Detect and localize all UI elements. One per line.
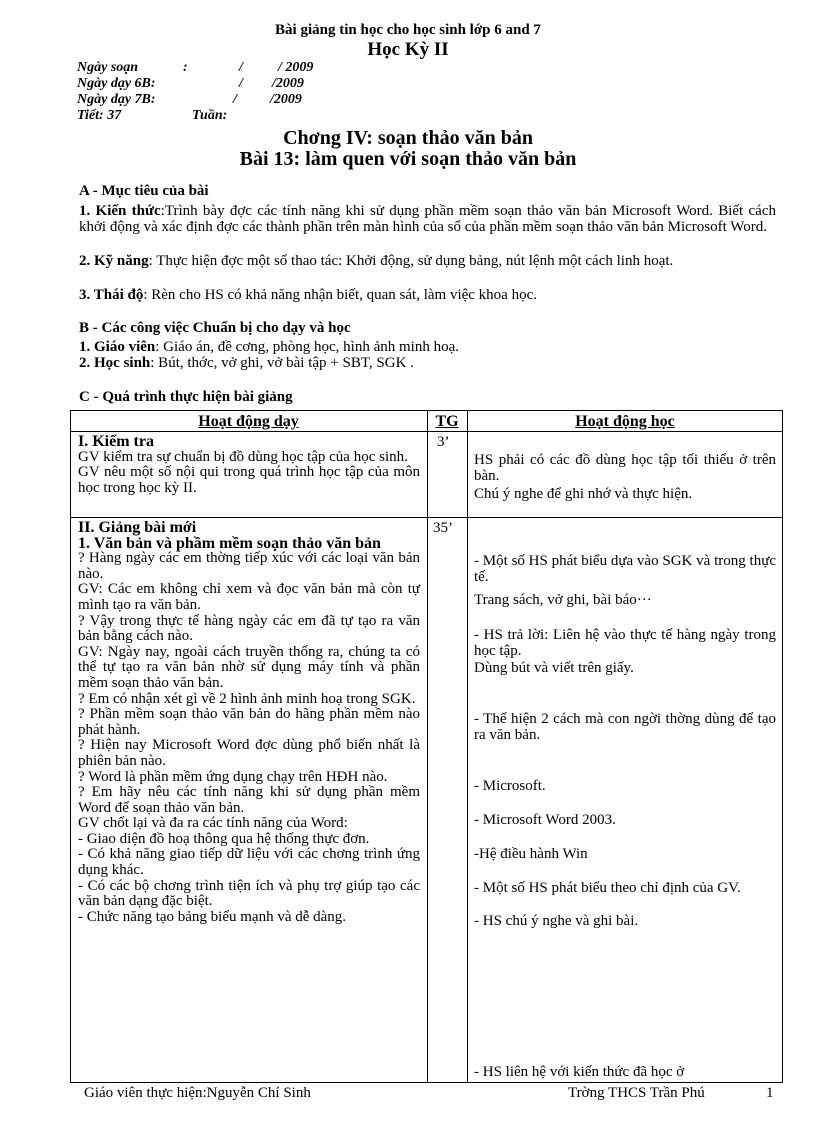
ngay-day-7b-year: /2009 xyxy=(270,92,302,107)
row2-student-line-5 xyxy=(474,712,776,743)
row2-student-line-3 xyxy=(474,628,776,659)
row1-student-line-2: Chú ý nghe để ghi nhớ và thực hiện. xyxy=(474,486,693,503)
lesson-title: Bài 13: làm quen với soạn thảo văn bản xyxy=(239,148,577,170)
student-line: -Hệ điều hành Win xyxy=(474,846,588,862)
skill-label: 2. Kỹ năng xyxy=(79,253,149,269)
student-prep-text: : Bút, thớc, vở ghi, vở bài tập + SBT, SGK . xyxy=(150,355,414,371)
student-prep-label: 2. Học sinh xyxy=(79,355,151,371)
teacher-line: ? Word là phần mềm ứng dụng chạy trên HĐH nào. xyxy=(78,768,388,785)
student-line: - Microsoft Word 2003. xyxy=(474,812,616,828)
table-col-divider-2 xyxy=(467,410,468,1083)
student-line: Dùng bút và viết trên giấy. xyxy=(474,660,634,676)
ngay-day-6b-label: Ngày dạy 6B: xyxy=(77,76,156,91)
section-c-heading: C - Quá trình thực hiện bài giảng xyxy=(79,389,293,405)
row1-heading: I. Kiểm tra xyxy=(78,433,154,450)
teacher-line: GV: Các em không chỉ xem và đọc văn bản mà còn tự mình tạo ra văn bản. xyxy=(78,581,420,613)
section-b-student xyxy=(79,355,776,371)
teacher-prep-label: 1. Giáo viên xyxy=(79,339,156,355)
col-header-time: TG xyxy=(435,413,459,430)
row1-teacher-cell xyxy=(78,434,420,496)
chapter-title: Chơng IV: soạn thảo văn bản xyxy=(283,127,533,149)
course-header: Bài giảng tin học cho học sinh lớp 6 and 7 xyxy=(275,22,541,38)
row1-time: 3’ xyxy=(437,434,450,450)
footer-teacher: Giáo viên thực hiện:Nguyễn Chí Sinh xyxy=(84,1085,311,1101)
row1-teacher-line-2: GV nêu một số nội qui trong quá trình học tập của môn học trong học kỳ II. xyxy=(78,464,420,496)
section-a-attitude xyxy=(79,287,776,303)
row1-student-line-1: HS phải có các đồ dùng học tập tối thiểu ở trên bàn. xyxy=(474,452,776,484)
ngay-day-7b-value: / xyxy=(233,92,237,107)
tiet-label: Tiết: 37 xyxy=(77,108,122,123)
student-line: - HS chú ý nghe và ghi bài. xyxy=(474,913,639,929)
student-line: - HS liên hệ với kiến thức đã học ở xyxy=(474,1064,685,1080)
student-line: - Thể hiện 2 cách mà con ngời thờng dùng để tạo ra văn bản. xyxy=(474,711,776,743)
ngay-soan-colon: : xyxy=(183,60,188,75)
ngay-day-6b-year: /2009 xyxy=(272,76,304,91)
student-line: - HS trả lời: Liên hệ vào thực tế hàng ngày trong học tập. xyxy=(474,627,776,659)
tuan-label: Tuần: xyxy=(192,108,228,123)
knowledge-label: 1. Kiến thức xyxy=(79,203,161,219)
row2-teacher-cell xyxy=(78,520,420,925)
row1-teacher-line-1: GV kiểm tra sự chuẩn bị đồ dùng học tập của học sinh. xyxy=(78,448,408,465)
footer-school: Trờng THCS Trần Phú xyxy=(568,1085,705,1101)
col-header-teacher: Hoạt động dạy xyxy=(198,413,299,430)
ngay-soan-value: / xyxy=(239,60,243,75)
ngay-soan-label: Ngày soạn xyxy=(77,60,139,75)
row2-student-line-4 xyxy=(474,661,776,677)
row2-student-line-7 xyxy=(474,813,776,829)
teacher-prep-text: : Giáo án, đề cơng, phòng học, hình ảnh minh hoạ. xyxy=(155,339,459,355)
row2-student-line-2 xyxy=(474,593,776,609)
ngay-day-6b-value: / xyxy=(239,76,243,91)
student-line: Trang sách, vở ghi, bài báo··· xyxy=(474,592,652,608)
row2-student-line-9 xyxy=(474,881,776,897)
semester-title: Học Kỳ II xyxy=(367,39,449,60)
section-b-teacher xyxy=(79,339,776,355)
row2-student-line-10 xyxy=(474,914,776,930)
section-b-heading: B - Các công việc Chuẩn bị cho dạy và học xyxy=(79,320,351,336)
row2-subheading: 1. Văn bản và phầm mềm soạn thảo văn bản xyxy=(78,534,381,552)
student-line: - Một số HS phát biểu theo chỉ định của GV. xyxy=(474,880,741,896)
teacher-line: - Có các bộ chơng trình tiện ích và phụ trợ giúp tạo các văn bản dạng đặc biệt. xyxy=(78,877,420,910)
section-a-heading: A - Mục tiêu của bài xyxy=(79,183,209,199)
section-a-skill xyxy=(79,253,776,269)
row2-student-line-6 xyxy=(474,779,776,795)
teacher-line: ? Phần mềm soạn thảo văn bản do hãng phần mềm nào phát hành. xyxy=(78,706,420,738)
row2-student-line-11 xyxy=(474,1065,776,1081)
row2-student-line-8 xyxy=(474,847,776,863)
teacher-line: ? Vậy trong thực tế hàng ngày các em đã tự tạo ra văn bản bằng cách nào. xyxy=(78,612,420,645)
knowledge-text: :Trình bày đợc các tính năng khi sử dụng phần mềm soạn thảo văn bản Microsoft Word. Biết cách khởi động và xác định đợc các thành phần trên màn hình của sổ của phần mềm soạn thảo văn bản Microsoft Word. xyxy=(79,203,776,235)
teacher-line: - Chức năng tạo bảng biểu mạnh và dễ dàng. xyxy=(78,908,347,925)
attitude-label: 3. Thái độ xyxy=(79,287,144,303)
footer-page-number: 1 xyxy=(766,1085,774,1101)
teacher-line: ? Em có nhận xét gì về 2 hình ảnh minh hoạ trong SGK. xyxy=(78,690,416,707)
table-col-divider-1 xyxy=(427,410,428,1083)
teacher-line: ? Hàng ngày các em thờng tiếp xúc với các loại văn bản nào. xyxy=(78,550,420,582)
teacher-line: ? Em hãy nêu các tính năng khi sử dụng phần mềm Word để soạn thảo văn bản. xyxy=(78,784,420,816)
row1-student-cell xyxy=(474,453,776,503)
section-a-knowledge xyxy=(79,203,776,235)
col-header-student: Hoạt động học xyxy=(575,413,675,430)
attitude-text: : Rèn cho HS có khả năng nhận biết, quan sát, làm việc khoa học. xyxy=(143,287,537,303)
ngay-day-7b-label: Ngày dạy 7B: xyxy=(77,92,156,107)
teacher-line: - Giao diện đồ hoạ thông qua hệ thống thực đơn. xyxy=(78,830,370,847)
teacher-line: - Có khả năng giao tiếp dữ liệu với các chơng trình ứng dụng khác. xyxy=(78,846,420,879)
teacher-line: GV chốt lại và đa ra các tính năng của Word: xyxy=(78,815,348,832)
teacher-line: GV: Ngày nay, ngoài cách truyền thống ra, chúng ta có thể tự tạo ra văn bản nhờ sử dụng máy tính và phần mềm soạn thảo văn bản. xyxy=(78,643,420,691)
ngay-soan-year: / 2009 xyxy=(278,60,314,75)
student-line: - Microsoft. xyxy=(474,778,546,794)
skill-text: : Thực hiện đợc một số thao tác: Khởi động, sử dụng bảng, nút lệnh một cách linh hoạt. xyxy=(148,253,674,269)
row2-student-line-1 xyxy=(474,554,776,585)
teacher-line: ? Hiện nay Microsoft Word đợc dùng phổ biến nhất là phiên bản nào. xyxy=(78,737,420,769)
row2-time: 35’ xyxy=(433,520,453,536)
row2-heading: II. Giảng bài mới xyxy=(78,519,197,536)
student-line: - Một số HS phát biểu dựa vào SGK và trong thực tế. xyxy=(474,553,776,585)
